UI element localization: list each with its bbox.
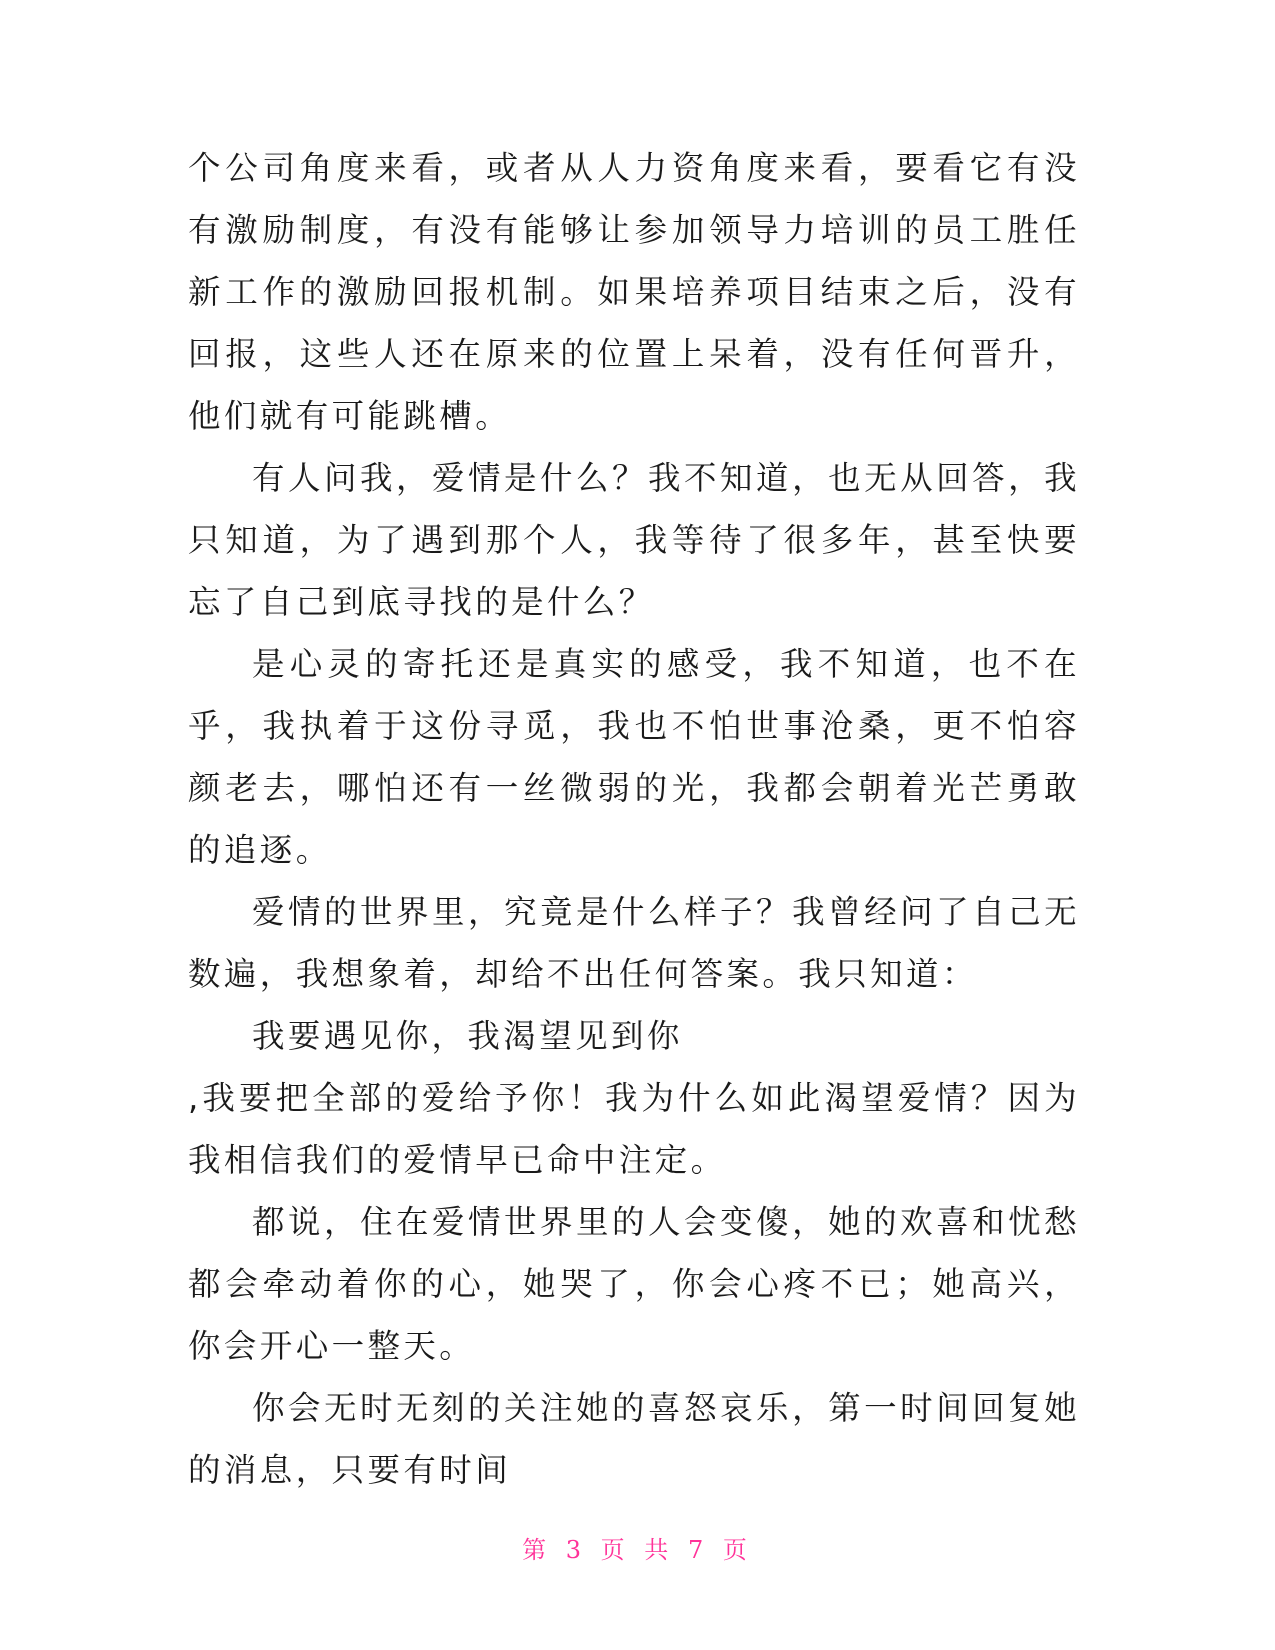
paragraph-5: 我要遇见你，我渴望见到你: [252, 1017, 683, 1055]
paragraph-8: 你会无时无刻的关注她的喜怒哀乐，第一时间回复她的消息，只要有时间: [188, 1389, 1080, 1489]
paragraph-3: 是心灵的寄托还是真实的感受，我不知道，也不在乎，我执着于这份寻觅，我也不怕世事沧桑，更不怕容颜老去，哪怕还有一丝微弱的光，我都会朝着光芒勇敢的追逐。: [188, 645, 1080, 869]
paragraph-4: 爱情的世界里，究竟是什么样子？我曾经问了自己无数遍，我想象着，却给不出任何答案。我只知道：: [188, 893, 1080, 993]
paragraph-6: ,我要把全部的爱给予你！我为什么如此渴望爱情？因为我相信我们的爱情早已命中注定。: [188, 1079, 1080, 1179]
body-text: [188, 137, 1080, 1501]
page-number-footer: 第 3 页 共 7 页: [522, 1536, 753, 1564]
paragraph-1: 个公司角度来看，或者从人力资角度来看，要看它有没有激励制度，有没有能够让参加领导力培训的员工胜任新工作的激励回报机制。如果培养项目结束之后，没有回报，这些人还在原来的位置上呆着，没有任何晋升，他们就有可能跳槽。: [188, 149, 1080, 435]
paragraph-2: 有人问我，爱情是什么？我不知道，也无从回答，我只知道，为了遇到那个人，我等待了很多年，甚至快要忘了自己到底寻找的是什么？: [188, 459, 1080, 621]
paragraph-7: 都说，住在爱情世界里的人会变傻，她的欢喜和忧愁都会牵动着你的心，她哭了，你会心疼不已；她高兴，你会开心一整天。: [188, 1203, 1080, 1365]
